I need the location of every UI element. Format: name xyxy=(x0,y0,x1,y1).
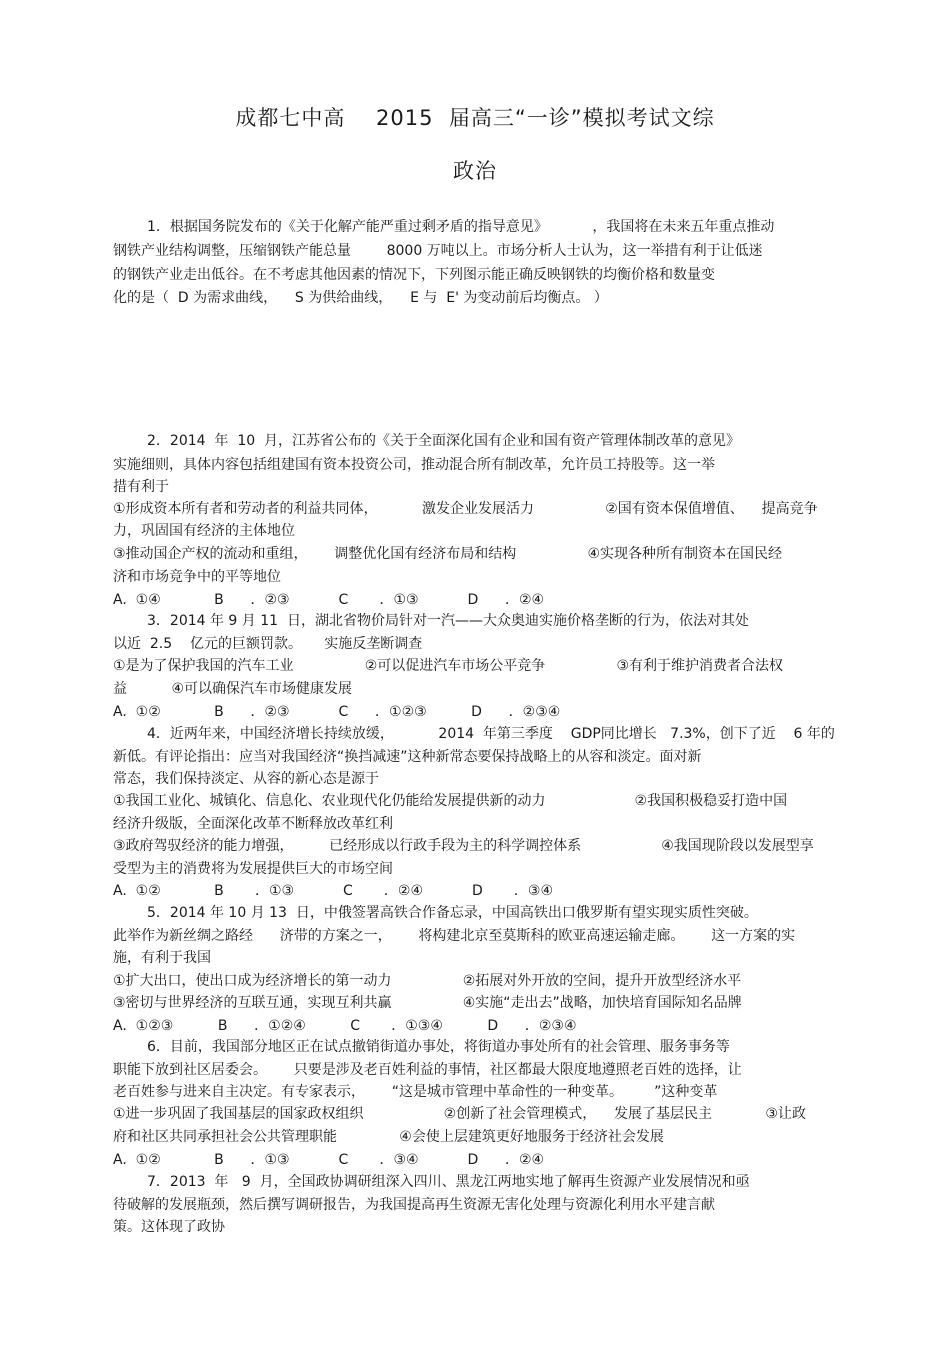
question-4-option-1-2: ①我国工业化、城镇化、信息化、农业现代化仍能给发展提供新的动力 ②我国积极稳妥打造中国 xyxy=(113,793,788,809)
question-1-line-4: 化的是（ D 为需求曲线， S 为供给曲线， E 与 E' 为变动前后均衡点。 ） xyxy=(113,290,608,306)
question-5-line-1: 5．2014 年 10 月 13 日，中俄签署高铁合作备忘录，中国高铁出口俄罗斯有望实现实质性突破。 xyxy=(147,905,758,921)
question-5-line-2: 此举作为新丝绸之路经 济带的方案之一， 将构建北京至莫斯科的欧亚高速运输走廊。 这一方案的实 xyxy=(113,928,796,944)
question-5-option-1-2: ①扩大出口，使出口成为经济增长的第一动力 ②拓展对外开放的空间，提升开放型经济水平 xyxy=(113,973,742,989)
question-4-line-2: 新低。有评论指出：应当对我国经济“换挡减速”这种新常态要保持战略上的从容和淡定。面对新 xyxy=(113,749,702,765)
question-2-option-1-2: ①形成资本所有者和劳动者的利益共同体， 激发企业发展活力 ②国有资本保值增值、 提高竞争 xyxy=(113,501,818,517)
question-3-options: ①是为了保护我国的汽车工业 ②可以促进汽车市场公平竞争 ③有利于维护消费者合法权 xyxy=(113,658,784,674)
question-7-line-1: 7．2013 年 9 月，全国政协调研组深入四川、黑龙江两地实地了解再生资源产业发展情况和亟 xyxy=(147,1174,750,1190)
question-4-option-cont: 经济升级版，全面深化改革不断释放改革红利 xyxy=(113,816,393,832)
question-2-line-2: 实施细则，具体内容包括组建国有资本投资公司，推动混合所有制改革，允许员工持股等。这一举 xyxy=(113,457,715,473)
question-5-line-3: 施，有利于我国 xyxy=(113,950,211,966)
question-4-line-3: 常态，我们保持淡定、从容的新心态是源于 xyxy=(113,771,379,787)
question-3-answers: A. ①② B ．②③ C ．①②③ D ．②③④ xyxy=(113,704,561,720)
question-4-option-3-4: ③政府驾驭经济的能力增强， 已经形成以行政手段为主的科学调控体系 ④我国现阶段以发展型享 xyxy=(113,838,814,854)
question-3-options-cont: 益 ④可以确保汽车市场健康发展 xyxy=(113,681,353,697)
question-3-line-1: 3．2014 年 9 月 11 日，湖北省物价局针对一汽——大众奥迪实施价格垄断的行为，依法对其处 xyxy=(147,613,749,629)
question-6-options-cont: 府和社区共同承担社会公共管理职能 ④会使上层建筑更好地服务于经济社会发展 xyxy=(113,1129,664,1145)
question-2-option-cont: 力，巩固国有经济的主体地位 xyxy=(113,523,295,539)
document-title: 成都七中高 2015 届高三“一诊”模拟考试文综 xyxy=(235,106,715,130)
question-2-answers: A. ①④ B ．②③ C ．①③ D ．②④ xyxy=(113,592,545,608)
question-5-option-3-4: ③密切与世界经济的互联互通，实现互利共赢 ④实施“走出去”战略，加快培育国际知名品牌 xyxy=(113,995,742,1011)
question-4-option-cont-2: 受型为主的消费将为发展提供巨大的市场空间 xyxy=(113,861,393,877)
document-subtitle: 政治 xyxy=(453,159,497,183)
question-2-line-3: 措有利于 xyxy=(113,479,169,495)
question-1-line-2: 钢铁产业结构调整，压缩钢铁产能总量 8000 万吨以上。市场分析人士认为，这一举措有利于让低迷 xyxy=(113,243,763,259)
question-6-line-1: 6．目前，我国部分地区正在试点撤销街道办事处，将街道办事处所有的社会管理、服务事务等 xyxy=(147,1039,730,1055)
question-6-answers: A. ①② B ．①③ C ．③④ D ．②④ xyxy=(113,1152,545,1168)
question-2-option-3-4: ③推动国企产权的流动和重组， 调整优化国有经济布局和结构 ④实现各种所有制资本在国民经 xyxy=(113,546,783,562)
question-1-line-1: 1．根据国务院发布的《关于化解产能严重过剩矛盾的指导意见》 ，我国将在未来五年重点推动 xyxy=(147,219,775,235)
question-2-option-cont-2: 济和市场竞争中的平等地位 xyxy=(113,569,281,585)
question-7-line-2: 待破解的发展瓶颈，然后撰写调研报告，为我国提高再生资源无害化处理与资源化利用水平建言献 xyxy=(113,1197,715,1213)
question-6-line-2: 职能下放到社区居委会。 只要是涉及老百姓利益的事情，社区都最大限度地遵照老百姓的选择，让 xyxy=(113,1062,742,1078)
question-2-line-1: 2．2014 年 10 月，江苏省公布的《关于全面深化国有企业和国有资产管理体制改革的意见》 xyxy=(147,433,741,449)
question-4-line-1: 4．近两年来，中国经济增长持续放缓， 2014 年第三季度 GDP同比增长 7.3%，创下了近 6 年的 xyxy=(147,726,835,742)
question-1-line-3: 的钢铁产业走出低谷。在不考虑其他因素的情况下，下列图示能正确反映钢铁的均衡价格和数量变 xyxy=(113,267,715,283)
question-5-answers: A. ①②③ B ．①②④ C ．①③④ D ．②③④ xyxy=(113,1018,577,1034)
question-7-line-3: 策。这体现了政协 xyxy=(113,1219,225,1235)
question-6-line-3: 老百姓参与进来自主决定。有专家表示， “这是城市管理中革命性的一种变革。 ”这种变革 xyxy=(113,1084,718,1100)
question-4-answers: A. ①② B ．①③ C ．②④ D ．③④ xyxy=(113,883,554,899)
question-3-line-2: 以近 2.5 亿元的巨额罚款。 实施反垄断调查 xyxy=(113,636,423,652)
question-6-options: ①进一步巩固了我国基层的国家政权组织 ②创新了社会管理模式， 发展了基层民主 ③让政 xyxy=(113,1106,806,1122)
